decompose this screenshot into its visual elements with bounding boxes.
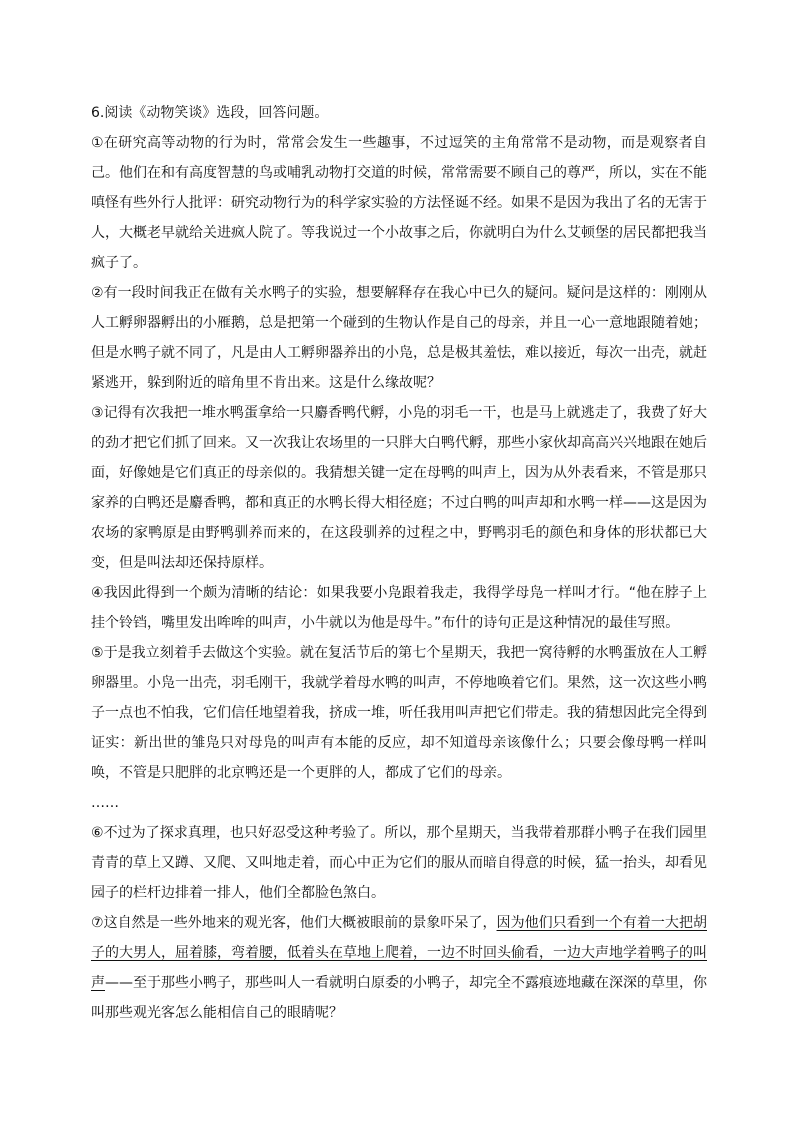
paragraph-6: ⑥不过为了探求真理，也只好忍受这种考验了。所以，那个星期天，当我带着那群小鸭子在我们园里青青的草上又蹲、又爬、又叫地走着，而心中正为它们的服从而暗自得意的时候，猛一抬头，却看见园子的栏杆边排着一排人，他们全都脸色煞白。 [91,825,707,901]
question-title: 6.阅读《动物笑谈》选段，回答问题。 [91,105,329,121]
paragraph-2: ②有一段时间我正在做有关水鸭子的实验，想要解释存在我心中已久的疑问。疑问是这样的：刚刚从人工孵卵器孵出的小雁鹅，总是把第一个碰到的生物认作是自己的母亲，并且一心一意地跟随着她；但是水鸭子就不同了，凡是由人工孵卵器养出的小凫，总是极其羞怯，难以接近，每次一出壳，就赶紧逃开，躲到附近的暗角里不肯出来。这是什么缘故呢？ [91,285,707,391]
paragraph-5: ⑤于是我立刻着手去做这个实验。就在复活节后的第七个星期天，我把一窝待孵的水鸭蛋放在人工孵卵器里。小凫一出壳，羽毛刚干，我就学着母水鸭的叫声，不停地唤着它们。果然，这一次这些小鸭子一点也不怕我，它们信任地望着我，挤成一堆，听任我用叫声把它们带走。我的猜想因此完全得到证实：新出世的雏凫只对母凫的叫声有本能的反应，却不知道母亲该像什么；只要会像母鸭一样叫唤，不管是只肥胖的北京鸭还是一个更胖的人，都成了它们的母亲。 [91,645,707,781]
paragraph-7-lead: ⑦这自然是一些外地来的观光客，他们大概被眼前的景象吓呆了， [91,915,497,931]
underlined-sentence: 因为他们只看到一个有着一大把胡子的大男人，屈着膝，弯着腰，低着头在草地上爬着，一边不时回头偷看，一边大声地学着鸭子的叫声 [91,915,707,991]
paragraph-7-tail: ——至于那些小鸭子，那些叫人一看就明白原委的小鸭子，却完全不露痕迹地藏在深深的草里，你叫那些观光客怎么能相信自己的眼睛呢？ [91,975,707,1021]
paragraph-1: ①在研究高等动物的行为时，常常会发生一些趣事，不过逗笑的主角常常不是动物，而是观察者自己。他们在和有高度智慧的鸟或哺乳动物打交道的时候，常常需要不顾自己的尊严，所以，实在不能嗔怪有些外行人批评：研究动物行为的科学家实验的方法怪诞不经。如果不是因为我出了名的无害于人，大概老早就给关进疯人院了。等我说过一个小故事之后，你就明白为什么艾顿堡的居民都把我当疯子了。 [91,135,707,271]
paragraph-3: ③记得有次我把一堆水鸭蛋拿给一只麝香鸭代孵，小凫的羽毛一干，也是马上就逃走了，我费了好大的劲才把它们抓了回来。又一次我让农场里的一只胖大白鸭代孵，那些小家伙却高高兴兴地跟在她后面，好像她是它们真正的母亲似的。我猜想关键一定在母鸭的叫声上，因为从外表看来，不管是那只家养的白鸭还是麝香鸭，都和真正的水鸭长得大相径庭；不过白鸭的叫声却和水鸭一样——这是因为农场的家鸭原是由野鸭驯养而来的，在这段驯养的过程之中，野鸭羽毛的颜色和身体的形状都已大变，但是叫法却还保持原样。 [91,405,707,571]
paragraph-4: ④我因此得到一个颇为清晰的结论：如果我要小凫跟着我走，我得学母凫一样叫才行。“他在脖子上挂个铃铛，嘴里发出哞哞的叫声，小牛就以为他是母牛。”布什的诗句正是这种情况的最佳写照。 [91,585,707,631]
paragraph-7 [91,908,707,1028]
document-page [91,98,707,1028]
ellipsis: …… [91,795,119,811]
